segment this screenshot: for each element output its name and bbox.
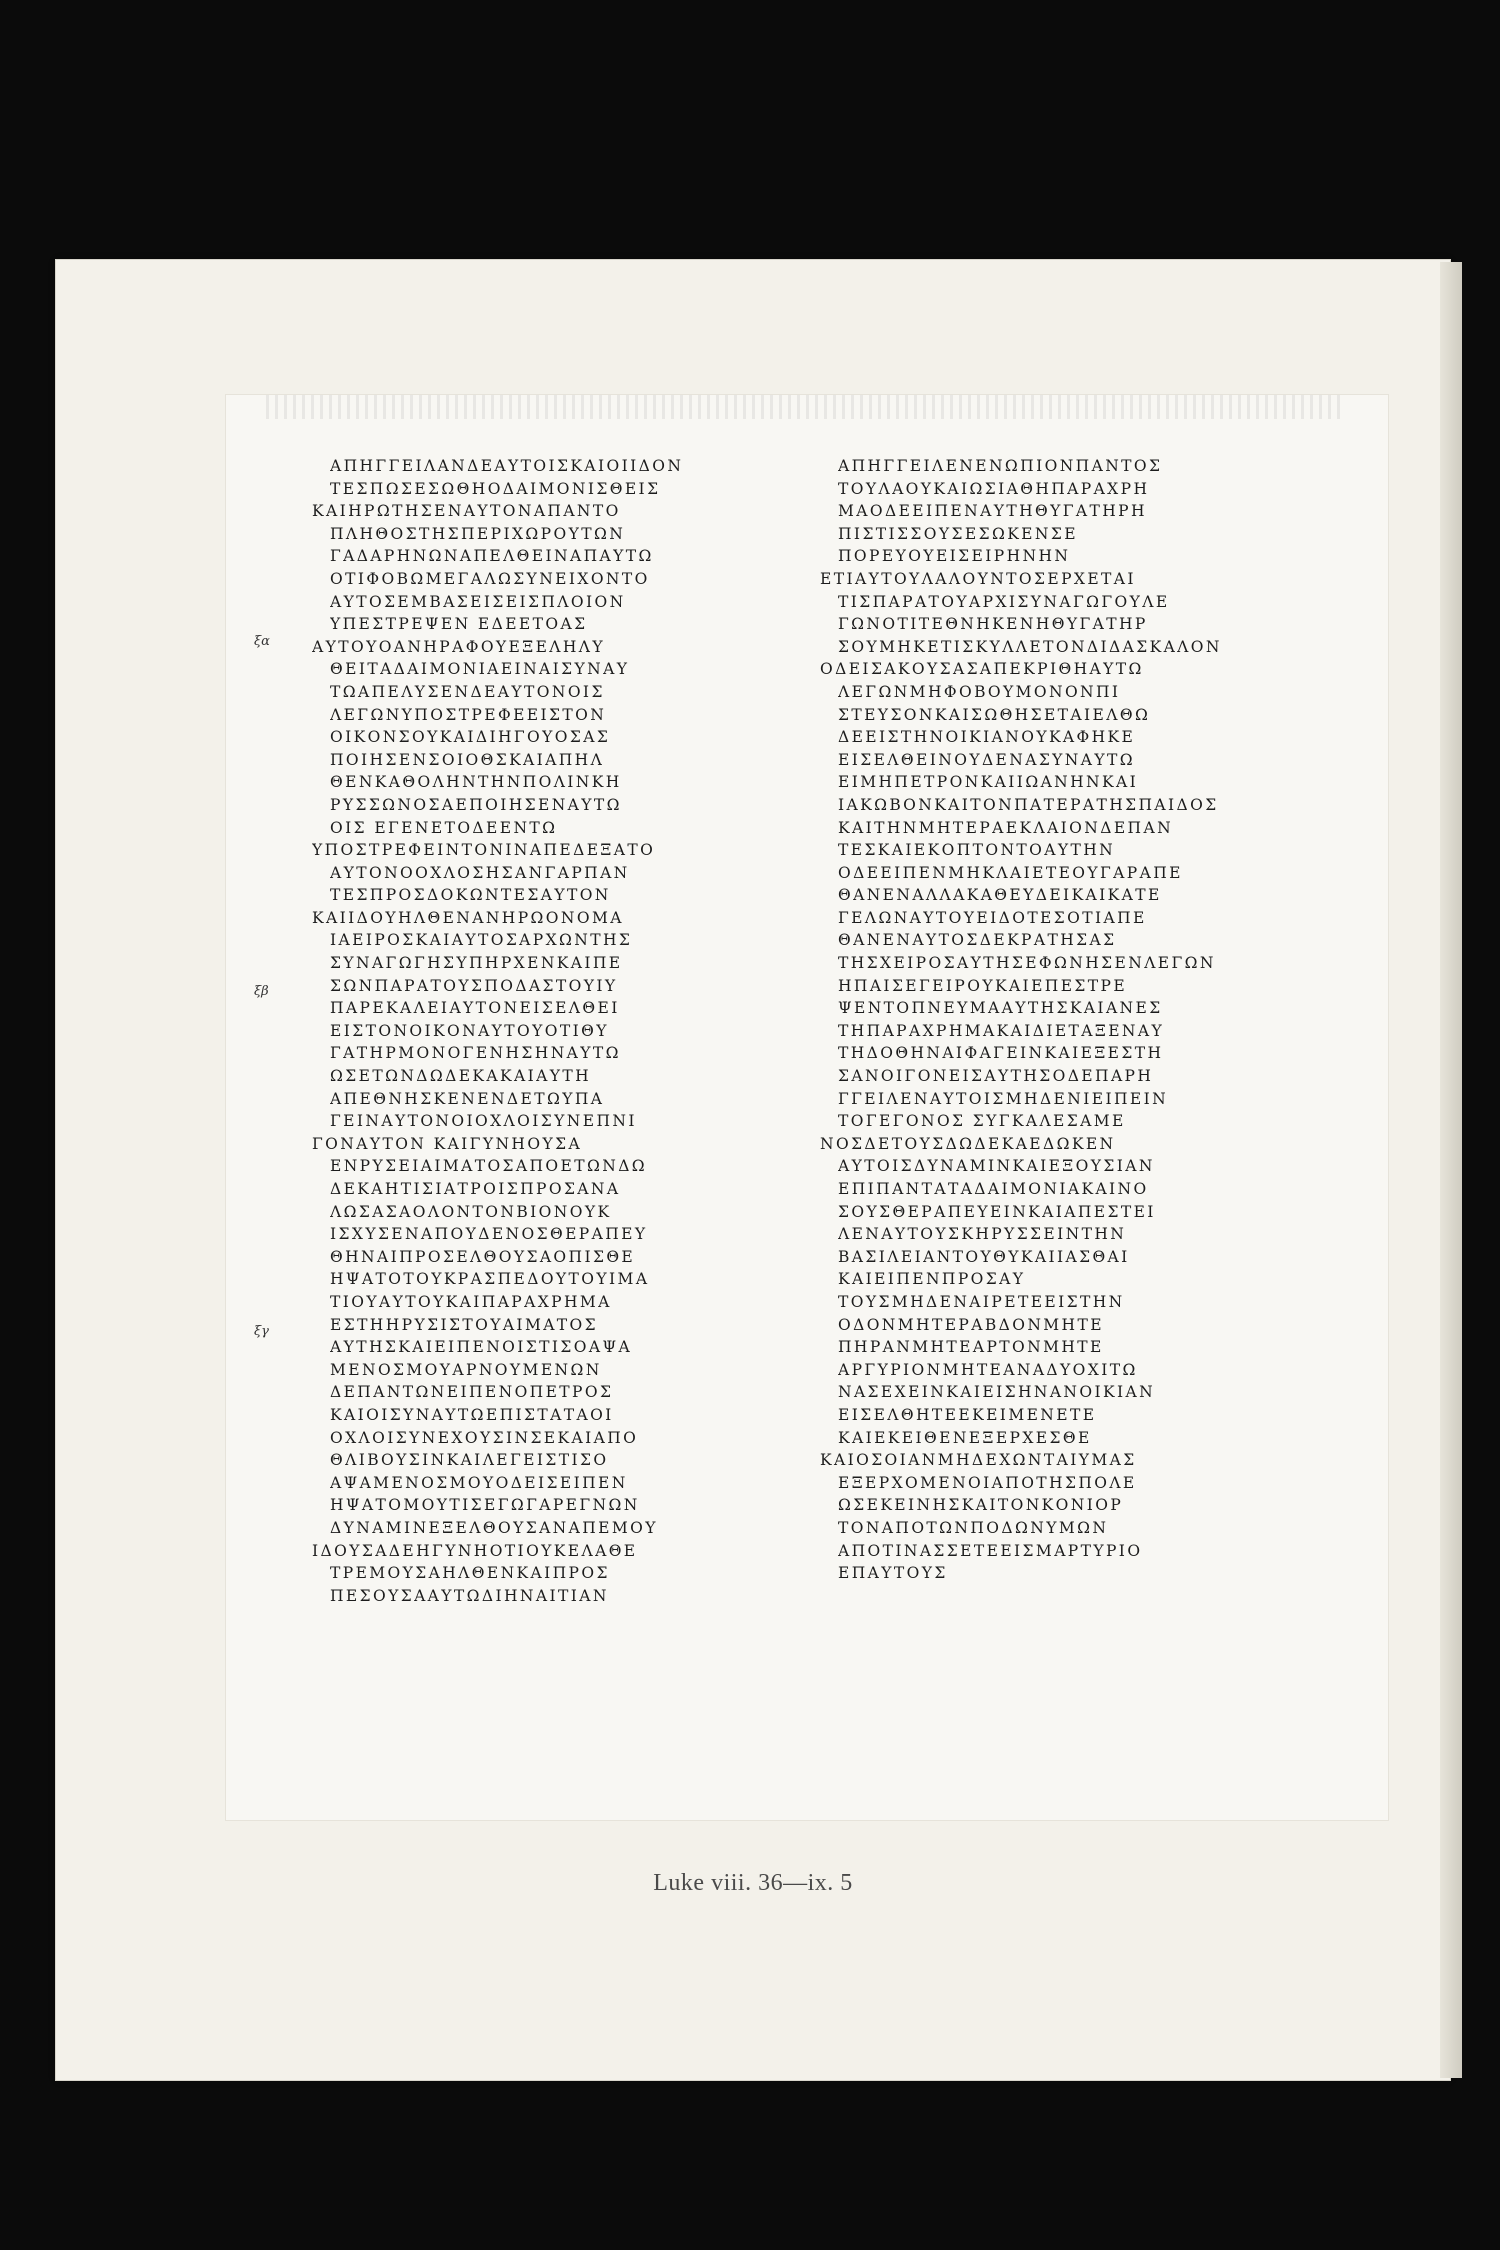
text-line: ΕΙΣΕΛΘΗΤΕΕΚΕΙΜΕΝΕΤΕ xyxy=(838,1405,1097,1424)
text-line: ΟΧΛΟΙΣΥΝΕΧΟΥΣΙΝΣΕΚΑΙΑΠΟ xyxy=(330,1428,639,1447)
text-line: ΘΕΝΚΑΘΟΛΗΝΤΗΝΠΟΛΙΝΚΗ xyxy=(330,773,622,792)
text-line: ΣΥΝΑΓΩΓΗΣΥΠΗΡΧΕΝΚΑΙΠΕ xyxy=(330,954,623,973)
text-line: ΑΥΤΟΙΣΔΥΝΑΜΙΝΚΑΙΕΞΟΥΣΙΑΝ xyxy=(838,1157,1155,1176)
plate-damage-band xyxy=(266,395,1346,419)
text-line: ΤΩΑΠΕΛΥΣΕΝΔΕΑΥΤΟΝΟΙΣ xyxy=(330,682,605,701)
text-line: ΑΥΤΟΝΟΟΧΛΟΣΗΣΑΝΓΑΡΠΑΝ xyxy=(330,863,630,882)
text-line: ΡΥΣΣΩΝΟΣΑΕΠΟΙΗΣΕΝΑΥΤΩ xyxy=(330,795,622,814)
text-line: ΟΔΕΕΙΠΕΝΜΗΚΛΑΙΕΤΕΟΥΓΑΡΑΠΕ xyxy=(838,863,1183,882)
text-line: ΙΑΚΩΒΟΝΚΑΙΤΟΝΠΑΤΕΡΑΤΗΣΠΑΙΔΟΣ xyxy=(838,795,1219,814)
text-line: ΓΑΔΑΡΗΝΩΝΑΠΕΛΘΕΙΝΑΠΑΥΤΩ xyxy=(330,547,654,566)
text-line: ΙΔΟΥΣΑΔΕΗΓΥΝΗΟΤΙΟΥΚΕΛΑΘΕ xyxy=(312,1541,638,1560)
text-line: ΘΛΙΒΟΥΣΙΝΚΑΙΛΕΓΕΙΣΤΙΣΟ xyxy=(330,1451,609,1470)
text-line: ΓΕΙΝΑΥΤΟΝΟΙΟΧΛΟΙΣΥΝΕΠΝΙ xyxy=(330,1112,637,1131)
text-line: ΛΕΝΑΥΤΟΥΣΚΗΡΥΣΣΕΙΝΤΗΝ xyxy=(838,1225,1127,1244)
text-line: ΟΤΙΦΟΒΩΜΕΓΑΛΩΣΥΝΕΙΧΟΝΤΟ xyxy=(330,569,650,588)
text-line: ΤΗΣΧΕΙΡΟΣΑΥΤΗΣΕΦΩΝΗΣΕΝΛΕΓΩΝ xyxy=(838,954,1216,973)
text-line: ΟΔΟΝΜΗΤΕΡΑΒΔΟΝΜΗΤΕ xyxy=(838,1315,1104,1334)
text-line: ΨΕΝΤΟΠΝΕΥΜΑΑΥΤΗΣΚΑΙΑΝΕΣ xyxy=(838,999,1163,1018)
text-line: ΑΡΓΥΡΙΟΝΜΗΤΕΑΝΑΔΥΟΧΙΤΩ xyxy=(838,1360,1138,1379)
text-line: ΣΟΥΣΘΕΡΑΠΕΥΕΙΝΚΑΙΑΠΕΣΤΕΙ xyxy=(838,1202,1156,1221)
text-line: ΒΑΣΙΛΕΙΑΝΤΟΥΘΥΚΑΙΙΑΣΘΑΙ xyxy=(838,1247,1130,1266)
text-line: ΗΠΑΙΣΕΓΕΙΡΟΥΚΑΙΕΠΕΣΤΡΕ xyxy=(838,976,1128,995)
text-line: ΤΟΥΣΜΗΔΕΝΑΙΡΕΤΕΕΙΣΤΗΝ xyxy=(838,1292,1125,1311)
text-line: ΑΥΤΟΥΟΑΝΗΡΑΦΟΥΕΞΕΛΗΛΥ xyxy=(312,637,606,656)
text-line: ΜΑΟΔΕΕΙΠΕΝΑΥΤΗΘΥΓΑΤΗΡΗ xyxy=(838,502,1147,521)
text-line: ΣΩΝΠΑΡΑΤΟΥΣΠΟΔΑΣΤΟΥΙΥ xyxy=(330,976,618,995)
text-line: ΠΟΡΕΥΟΥΕΙΣΕΙΡΗΝΗΝ xyxy=(838,547,1071,566)
text-line: ΗΨΑΤΟΤΟΥΚΡΑΣΠΕΔΟΥΤΟΥΙΜΑ xyxy=(330,1270,650,1289)
text-line: ΕΠΑΥΤΟΥΣ xyxy=(838,1564,948,1583)
book-page xyxy=(56,260,1450,2080)
text-line: ΤΙΟΥΑΥΤΟΥΚΑΙΠΑΡΑΧΡΗΜΑ xyxy=(330,1292,612,1311)
text-line: ΣΤΕΥΣΟΝΚΑΙΣΩΘΗΣΕΤΑΙΕΛΘΩ xyxy=(838,705,1151,724)
text-line: ΤΟΝΑΠΟΤΩΝΠΟΔΩΝΥΜΩΝ xyxy=(838,1518,1109,1537)
text-line: ΥΠΟΣΤΡΕΦΕΙΝΤΟΝΙΝΑΠΕΔΕΞΑΤΟ xyxy=(312,841,656,860)
text-line: ΓΑΤΗΡΜΟΝΟΓΕΝΗΣΗΝΑΥΤΩ xyxy=(330,1044,621,1063)
text-line: ΑΥΤΗΣΚΑΙΕΙΠΕΝΟΙΣΤΙΣΟΑΨΑ xyxy=(330,1338,633,1357)
text-line: ΑΠΟΤΙΝΑΣΣΕΤΕΕΙΣΜΑΡΤΥΡΙΟ xyxy=(838,1541,1143,1560)
text-line: ΠΟΙΗΣΕΝΣΟΙΟΘΣΚΑΙΑΠΗΛ xyxy=(330,750,605,769)
text-line: ΘΗΝΑΙΠΡΟΣΕΛΘΟΥΣΑΟΠΙΣΘΕ xyxy=(330,1247,636,1266)
text-line: ΣΑΝΟΙΓΟΝΕΙΣΑΥΤΗΣΟΔΕΠΑΡΗ xyxy=(838,1067,1154,1086)
text-line: ΩΣΕΤΩΝΔΩΔΕΚΑΚΑΙΑΥΤΗ xyxy=(330,1067,591,1086)
text-line: ΑΠΗΓΓΕΙΛΑΝΔΕΑΥΤΟΙΣΚΑΙΟΙΙΔΟΝ xyxy=(330,457,684,475)
text-line: ΩΣΕΚΕΙΝΗΣΚΑΙΤΟΝΚΟΝΙΟΡ xyxy=(838,1496,1124,1515)
text-line: ΠΑΡΕΚΑΛΕΙΑΥΤΟΝΕΙΣΕΛΘΕΙ xyxy=(330,999,620,1018)
text-line: ΚΑΙΗΡΩΤΗΣΕΝΑΥΤΟΝΑΠΑΝΤΟ xyxy=(312,502,621,521)
text-line: ΔΕΠΑΝΤΩΝΕΙΠΕΝΟΠΕΤΡΟΣ xyxy=(330,1383,614,1402)
text-line: ΠΗΡΑΝΜΗΤΕΑΡΤΟΝΜΗΤΕ xyxy=(838,1338,1104,1357)
text-line: ΠΕΣΟΥΣΑΑΥΤΩΔΙΗΝΑΙΤΙΑΝ xyxy=(330,1586,609,1605)
text-line: ΓΕΛΩΝΑΥΤΟΥΕΙΔΟΤΕΣΟΤΙΑΠΕ xyxy=(838,908,1147,927)
margin-note-1: ξα xyxy=(254,634,270,649)
text-line: ΤΕΣΠΩΣΕΣΩΘΗΟΔΑΙΜΟΝΙΣΘΕΙΣ xyxy=(330,479,661,498)
text-line: ΙΣΧΥΣΕΝΑΠΟΥΔΕΝΟΣΘΕΡΑΠΕΥ xyxy=(330,1225,648,1244)
text-line: ΟΙΣ ΕΓΕΝΕΤΟΔΕΕΝΤΩ xyxy=(330,818,558,837)
text-line: ΚΑΙΤΗΝΜΗΤΕΡΑΕΚΛΑΙΟΝΔΕΠΑΝ xyxy=(838,818,1174,837)
text-line: ΗΨΑΤΟΜΟΥΤΙΣΕΓΩΓΑΡΕΓΝΩΝ xyxy=(330,1496,640,1515)
text-line: ΤΟΓΕΓΟΝΟΣ ΣΥΓΚΑΛΕΣΑΜΕ xyxy=(838,1112,1126,1131)
manuscript-plate xyxy=(226,395,1388,1820)
text-line: ΤΗΔΟΘΗΝΑΙΦΑΓΕΙΝΚΑΙΕΞΕΣΤΗ xyxy=(838,1044,1164,1063)
text-line: ΤΙΣΠΑΡΑΤΟΥΑΡΧΙΣΥΝΑΓΩΓΟΥΛΕ xyxy=(838,592,1170,611)
text-line: ΕΣΤΗΗΡΥΣΙΣΤΟΥΑΙΜΑΤΟΣ xyxy=(330,1315,599,1334)
text-line: ΔΕΕΙΣΤΗΝΟΙΚΙΑΝΟΥΚΑΦΗΚΕ xyxy=(838,728,1136,747)
text-line: ΚΑΙΟΙΣΥΝΑΥΤΩΕΠΙΣΤΑΤΑΟΙ xyxy=(330,1405,614,1424)
text-line: ΛΩΣΑΣΑΟΛΟΝΤΟΝΒΙΟΝΟΥΚ xyxy=(330,1202,612,1221)
text-line: ΜΕΝΟΣΜΟΥΑΡΝΟΥΜΕΝΩΝ xyxy=(330,1360,602,1379)
text-line: ΕΤΙΑΥΤΟΥΛΑΛΟΥΝΤΟΣΕΡΧΕΤΑΙ xyxy=(820,569,1136,588)
text-line: ΛΕΓΩΝΥΠΟΣΤΡΕΦΕΕΙΣΤΟΝ xyxy=(330,705,607,724)
text-line: ΤΟΥΛΑΟΥΚΑΙΩΣΙΑΘΗΠΑΡΑΧΡΗ xyxy=(838,479,1150,498)
text-line: ΣΟΥΜΗΚΕΤΙΣΚΥΛΛΕΤΟΝΔΙΔΑΣΚΑΛΟΝ xyxy=(838,637,1222,656)
text-line: ΝΟΣΔΕΤΟΥΣΔΩΔΕΚΑΕΔΩΚΕΝ xyxy=(820,1134,1116,1153)
text-line: ΚΑΙΕΚΕΙΘΕΝΕΞΕΡΧΕΣΘΕ xyxy=(838,1428,1092,1447)
text-line: ΟΔΕΙΣΑΚΟΥΣΑΣΑΠΕΚΡΙΘΗΑΥΤΩ xyxy=(820,660,1144,679)
text-line: ΤΕΣΚΑΙΕΚΟΠΤΟΝΤΟΑΥΤΗΝ xyxy=(838,841,1116,860)
text-line: ΔΕΚΑΗΤΙΣΙΑΤΡΟΙΣΠΡΟΣΑΝΑ xyxy=(330,1180,621,1198)
text-line: ΑΥΤΟΣΕΜΒΑΣΕΙΣΕΙΣΠΛΟΙΟΝ xyxy=(330,592,626,611)
right-text-column xyxy=(820,455,1288,1585)
text-line: ΠΙΣΤΙΣΣΟΥΣΕΣΩΚΕΝΣΕ xyxy=(838,524,1078,543)
text-line: ΚΑΙΙΔΟΥΗΛΘΕΝΑΝΗΡΩΟΝΟΜΑ xyxy=(312,908,624,927)
text-line: ΘΑΝΕΝΑΛΛΑΚΑΘΕΥΔΕΙΚΑΙΚΑΤΕ xyxy=(838,886,1162,905)
text-line: ΕΝΡΥΣΕΙΑΙΜΑΤΟΣΑΠΟΕΤΩΝΔΩ xyxy=(330,1157,648,1176)
text-line: ΕΠΙΠΑΝΤΑΤΑΔΑΙΜΟΝΙΑΚΑΙΝΟ xyxy=(838,1180,1149,1198)
margin-note-3: ξγ xyxy=(254,1324,269,1339)
text-line: ΤΕΣΠΡΟΣΔΟΚΩΝΤΕΣΑΥΤΟΝ xyxy=(330,886,611,905)
text-line: ΚΑΙΟΣΟΙΑΝΜΗΔΕΧΩΝΤΑΙΥΜΑΣ xyxy=(820,1451,1137,1470)
page-stack-edge xyxy=(1440,262,1462,2078)
text-line: ΚΑΙΕΙΠΕΝΠΡΟΣΑΥ xyxy=(838,1270,1026,1289)
text-line: ΕΙΣΤΟΝΟΙΚΟΝΑΥΤΟΥΟΤΙΘΥ xyxy=(330,1021,609,1040)
text-line: ΕΞΕΡΧΟΜΕΝΟΙΑΠΟΤΗΣΠΟΛΕ xyxy=(838,1473,1137,1492)
text-line: ΘΑΝΕΝΑΥΤΟΣΔΕΚΡΑΤΗΣΑΣ xyxy=(838,931,1117,950)
text-line: ΑΠΕΘΝΗΣΚΕΝΕΝΔΕΤΩΥΠΑ xyxy=(330,1089,605,1108)
text-line: ΓΟΝΑΥΤΟΝ ΚΑΙΓΥΝΗΟΥΣΑ xyxy=(312,1134,583,1153)
text-line: ΔΥΝΑΜΙΝΕΞΕΛΘΟΥΣΑΝΑΠΕΜΟΥ xyxy=(330,1518,658,1537)
text-line: ΑΠΗΓΓΕΙΛΕΝΕΝΩΠΙΟΝΠΑΝΤΟΣ xyxy=(838,457,1163,475)
text-line: ΓΩΝΟΤΙΤΕΘΝΗΚΕΝΗΘΥΓΑΤΗΡ xyxy=(838,615,1148,634)
left-text-column xyxy=(312,455,760,1607)
text-line: ΤΡΕΜΟΥΣΑΗΛΘΕΝΚΑΙΠΡΟΣ xyxy=(330,1564,610,1583)
text-line: ΕΙΣΕΛΘΕΙΝΟΥΔΕΝΑΣΥΝΑΥΤΩ xyxy=(838,750,1135,769)
text-line: ΕΙΜΗΠΕΤΡΟΝΚΑΙΙΩΑΝΗΝΚΑΙ xyxy=(838,773,1139,792)
text-line: ΛΕΓΩΝΜΗΦΟΒΟΥΜΟΝΟΝΠΙ xyxy=(838,682,1121,701)
text-line: ΙΑΕΙΡΟΣΚΑΙΑΥΤΟΣΑΡΧΩΝΤΗΣ xyxy=(330,931,633,950)
text-line: ΑΨΑΜΕΝΟΣΜΟΥΟΔΕΙΣΕΙΠΕΝ xyxy=(330,1473,628,1492)
text-line: ΟΙΚΟΝΣΟΥΚΑΙΔΙΗΓΟΥΟΣΑΣ xyxy=(330,728,611,747)
text-line: ΝΑΣΕΧΕΙΝΚΑΙΕΙΣΗΝΑΝΟΙΚΙΑΝ xyxy=(838,1383,1156,1402)
text-line: ΥΠΕΣΤΡΕΨΕΝ ΕΔΕΕΤΟΑΣ xyxy=(330,615,588,634)
plate-caption: Luke viii. 36—ix. 5 xyxy=(653,1870,853,1896)
text-line: ΤΗΠΑΡΑΧΡΗΜΑΚΑΙΔΙΕΤΑΞΕΝΑΥ xyxy=(838,1021,1165,1040)
text-line: ΓΓΕΙΛΕΝΑΥΤΟΙΣΜΗΔΕΝΙΕΙΠΕΙΝ xyxy=(838,1089,1169,1108)
margin-note-2: ξβ xyxy=(254,984,269,999)
text-line: ΠΛΗΘΟΣΤΗΣΠΕΡΙΧΩΡΟΥΤΩΝ xyxy=(330,524,626,543)
text-line: ΘΕΙΤΑΔΑΙΜΟΝΙΑΕΙΝΑΙΣΥΝΑΥ xyxy=(330,660,630,679)
